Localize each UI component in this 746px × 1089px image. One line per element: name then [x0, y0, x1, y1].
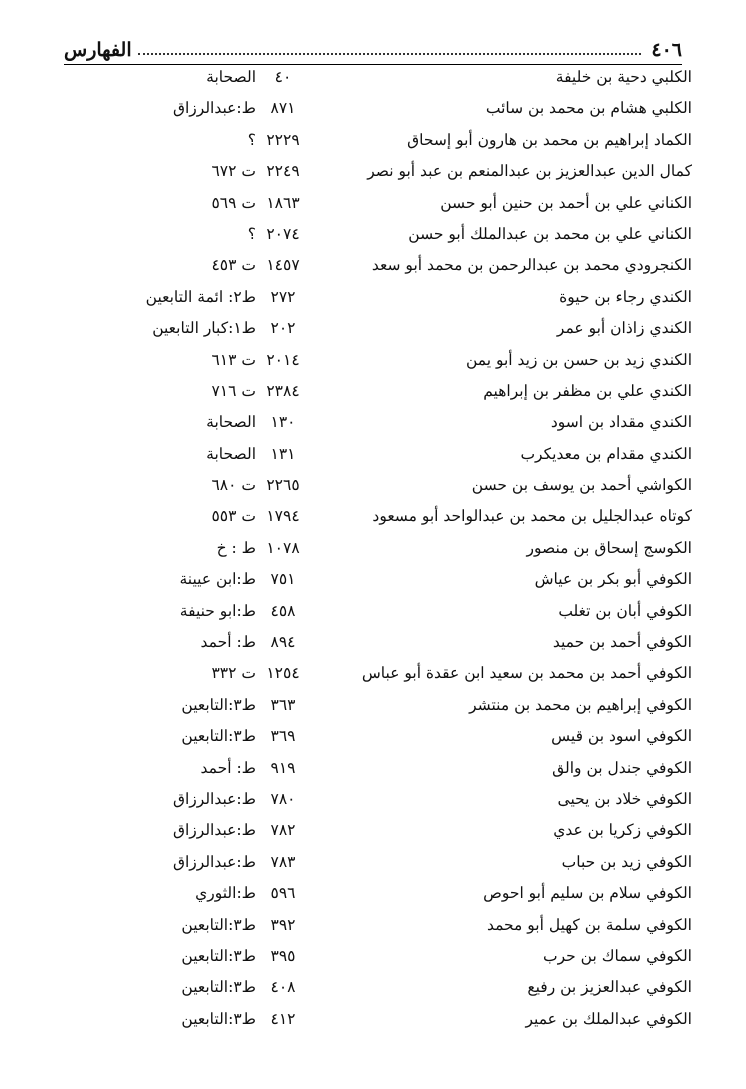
entry-name: الكوفي زكريا بن عدي [553, 821, 692, 840]
entry-name: الكناني علي بن أحمد بن حنين أبو حسن [440, 193, 692, 212]
entry-number: ٢٠١٤ [266, 350, 300, 369]
entry-reference: الصحابة [206, 413, 256, 432]
entry-number: ٢٣٨٤ [266, 381, 300, 400]
entry-name: الكوسج إسحاق بن منصور [526, 538, 692, 557]
entry-number: ٣٦٣ [270, 695, 296, 714]
entry-reference: ت ٦٨٠ [211, 476, 256, 495]
entry-reference: ت ٥٦٩ [211, 193, 256, 212]
entry-name: الكلبي هشام بن محمد بن سائب [485, 99, 692, 118]
entry-reference: ط٣:التابعين [181, 727, 256, 746]
entry-number: ٢٢٢٩ [266, 130, 300, 149]
index-entry [0, 878, 746, 909]
entry-name: الكوفي اسود بن قيس [551, 727, 692, 746]
entry-number: ٧٨٠ [270, 789, 296, 808]
entry-reference: ط:ابو حنيفة [179, 601, 256, 620]
entry-reference: ط:الثوري [195, 884, 256, 903]
entry-reference: ت ٦١٣ [211, 350, 256, 369]
entry-number: ١٤٥٧ [266, 256, 300, 275]
entry-number: ٤٠ [274, 68, 292, 86]
entry-reference: ؟ [247, 224, 256, 243]
entry-name: الكوفي سلمة بن كهيل أبو محمد [486, 915, 692, 934]
entry-reference: ط٣:التابعين [181, 695, 256, 714]
index-entry [0, 847, 746, 878]
index-entry [0, 658, 746, 689]
entry-reference: ط : خ [216, 538, 256, 557]
entry-number: ٤٥٨ [270, 601, 296, 620]
entry-name: الكوفي عبدالعزيز بن رفيع [527, 978, 692, 997]
entry-reference: ط١:كبار التابعين [152, 319, 256, 338]
index-entry [0, 219, 746, 250]
entry-reference: ط:ابن عيينة [179, 570, 256, 589]
entry-reference: ت ٥٥٣ [211, 507, 256, 526]
entry-number: ٢٧٢ [270, 287, 296, 306]
entry-number: ٧٨٣ [270, 852, 296, 871]
entry-reference: ط: أحمد [200, 633, 256, 652]
entry-number: ٧٥١ [270, 570, 296, 589]
index-entry [0, 753, 746, 784]
entry-name: الكوفي أحمد بن محمد بن سعيد ابن عقدة أبو عباس [361, 664, 692, 683]
entry-name: الكندي رجاء بن حيوة [559, 287, 692, 306]
entry-number: ١٣٠ [270, 413, 296, 432]
index-entry [0, 596, 746, 627]
index-entry [0, 93, 746, 124]
entry-name: الكوفي سلام بن سليم أبو احوص [483, 884, 692, 903]
index-entry [0, 501, 746, 532]
index-entry [0, 721, 746, 752]
entry-name: الكوفي أحمد بن حميد [552, 633, 692, 652]
entry-reference: ط٣:التابعين [181, 946, 256, 965]
entry-name: الكوفي أبان بن تغلب [558, 601, 692, 620]
index-entry [0, 815, 746, 846]
entry-number: ١٨٦٣ [266, 193, 300, 212]
index-entry [0, 1004, 746, 1035]
entry-reference: ط: أحمد [200, 758, 256, 777]
entry-reference: ت ٧١٦ [211, 381, 256, 400]
index-entry [0, 690, 746, 721]
entry-number: ٢٢٦٥ [266, 476, 300, 495]
entry-number: ٤٠٨ [270, 978, 296, 997]
entry-number: ٧٨٢ [270, 821, 296, 840]
entry-name: الكوفي سماك بن حرب [543, 946, 692, 965]
entry-name: كوتاه عبدالجليل بن محمد بن عبدالواحد أبو مسعود [372, 507, 692, 526]
entry-reference: ت ٦٧٢ [211, 162, 256, 181]
page-header [64, 34, 682, 65]
entry-name: الكوفي زيد بن حباب [561, 852, 692, 871]
entry-reference: ط:عبدالرزاق [172, 789, 256, 808]
entry-number: ٣٩٥ [270, 946, 296, 965]
entry-name: الكوفي جندل بن والق [552, 758, 692, 777]
entry-reference: ط:عبدالرزاق [172, 821, 256, 840]
entry-number: ٩١٩ [270, 758, 296, 777]
entry-reference: ط٢: ائمة التابعين [145, 287, 256, 306]
entry-reference: ط:عبدالرزاق [172, 99, 256, 118]
index-entry [0, 313, 746, 344]
entry-reference: ت ٤٥٣ [211, 256, 256, 275]
index-entry [0, 407, 746, 438]
entry-name: الكوفي خلاد بن يحيى [557, 789, 692, 808]
entry-number: ٤١٢ [270, 1009, 296, 1028]
entry-number: ٢٠٧٤ [266, 224, 300, 243]
entry-number: ٨٧١ [270, 99, 296, 118]
entry-reference: ت ٣٣٢ [211, 664, 256, 683]
entry-name: الكندي زيد بن حسن بن زيد أبو يمن [465, 350, 692, 369]
page-number: ٤٠٦ [651, 39, 682, 61]
entry-name: الكندي مقدام بن معديكرب [520, 444, 692, 463]
index-entry [0, 62, 746, 93]
entry-reference: ط٣:التابعين [181, 978, 256, 997]
entry-reference: الصحابة [206, 444, 256, 463]
entry-number: ٢٢٤٩ [266, 162, 300, 181]
entry-number: ٢٠٢ [270, 319, 296, 338]
entry-name: الكوفي إبراهيم بن محمد بن منتشر [469, 695, 692, 714]
entry-name: الكواشي أحمد بن يوسف بن حسن [471, 476, 692, 495]
entry-number: ٨٩٤ [270, 633, 296, 652]
header-leader-dots [138, 53, 642, 55]
page-title: الفهارس [64, 39, 132, 61]
index-entry [0, 972, 746, 1003]
index-entry [0, 784, 746, 815]
index-entry [0, 941, 746, 972]
index-entry [0, 188, 746, 219]
entry-name: الكنجرودي محمد بن عبدالرحمن بن محمد أبو سعد [371, 256, 692, 275]
index-entry [0, 627, 746, 658]
index-entry [0, 156, 746, 187]
index-entry [0, 250, 746, 281]
index-entry [0, 345, 746, 376]
entry-reference: الصحابة [206, 68, 256, 86]
index-entry [0, 439, 746, 470]
entry-number: ١٣١ [270, 444, 296, 463]
index-entry [0, 533, 746, 564]
index-entry [0, 564, 746, 595]
entry-name: الكندي مقداد بن اسود [550, 413, 692, 432]
index-entry [0, 282, 746, 313]
index-entry [0, 376, 746, 407]
entry-reference: ط:عبدالرزاق [172, 852, 256, 871]
index-entry [0, 910, 746, 941]
entry-number: ١٢٥٤ [266, 664, 300, 683]
entry-reference: ؟ [247, 130, 256, 149]
entry-reference: ط٣:التابعين [181, 915, 256, 934]
index-list [0, 62, 746, 1035]
entry-number: ٥٩٦ [270, 884, 296, 903]
entry-name: الكندي علي بن مظفر بن إبراهيم [483, 381, 692, 400]
entry-name: الكلبي دحية بن خليفة [555, 68, 692, 86]
index-entry [0, 470, 746, 501]
entry-name: الكندي زاذان أبو عمر [556, 319, 692, 338]
entry-name: الكناني علي بن محمد بن عبدالملك أبو حسن [408, 224, 692, 243]
entry-number: ٣٦٩ [270, 727, 296, 746]
entry-name: الكوفي أبو بكر بن عياش [534, 570, 692, 589]
entry-name: كمال الدين عبدالعزيز بن عبدالمنعم بن عبد أبو نصر [367, 162, 692, 181]
entry-reference: ط٣:التابعين [181, 1009, 256, 1028]
entry-number: ١٠٧٨ [266, 538, 300, 557]
entry-name: الكوفي عبدالملك بن عمير [525, 1009, 692, 1028]
entry-number: ٣٩٢ [270, 915, 296, 934]
index-entry [0, 125, 746, 156]
entry-number: ١٧٩٤ [266, 507, 300, 526]
entry-name: الكماد إبراهيم بن محمد بن هارون أبو إسحاق [407, 130, 692, 149]
